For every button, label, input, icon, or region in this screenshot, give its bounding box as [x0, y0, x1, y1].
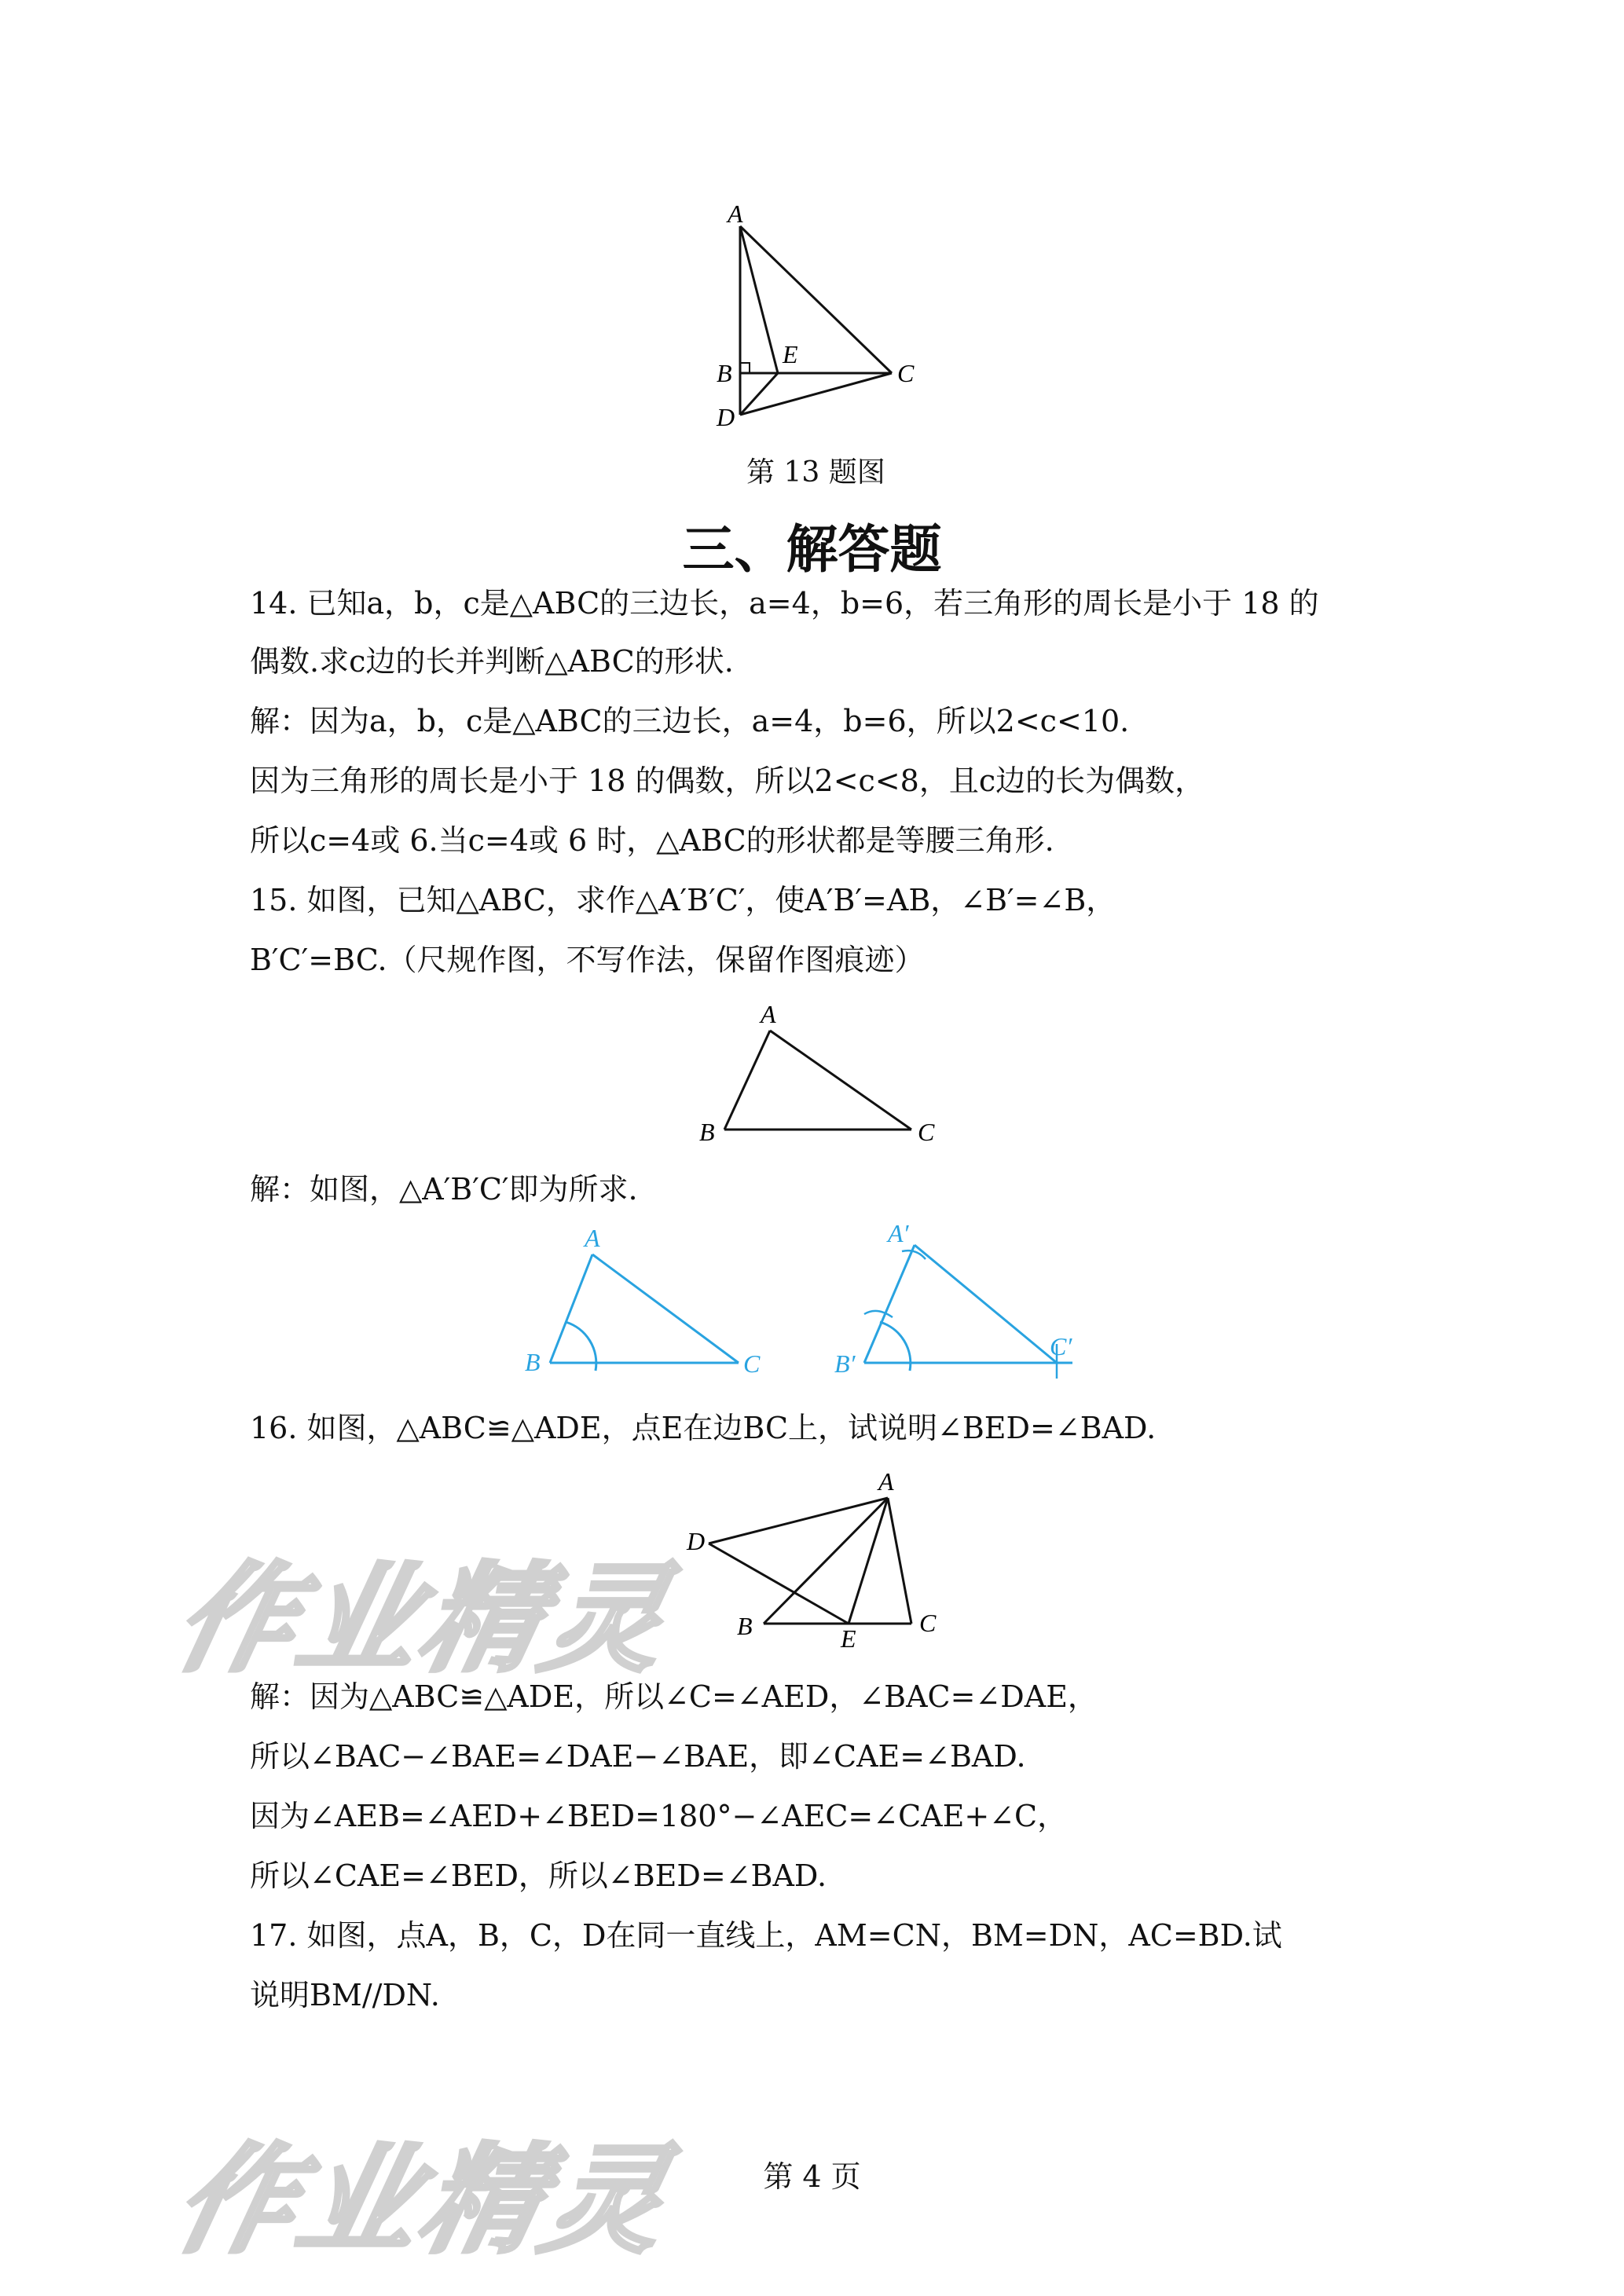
- figure-16: [676, 1457, 974, 1661]
- fig15-segment-AC: [770, 1031, 911, 1130]
- q16-line-1: 16. 如图，△ABC≌△ADE，点E在边BC上，试说明∠BED=∠BAD.: [250, 1411, 1157, 1445]
- fig16-label-B: B: [737, 1612, 753, 1640]
- sol-right-label-A: A′: [888, 1219, 909, 1247]
- sol-right-segment-AC: [915, 1245, 1057, 1363]
- fig15-segment-AB: [724, 1031, 770, 1130]
- watermark: 作业精灵: [163, 1551, 684, 1688]
- q16-solution-4: 所以∠CAE=∠BED，所以∠BED=∠BAD.: [250, 1858, 827, 1893]
- q17-line-1: 17. 如图，点A，B，C，D在同一直线上，AM=CN，BM=DN，AC=BD.试: [250, 1918, 1282, 1953]
- watermark-bottom: 作业精灵: [163, 2133, 684, 2269]
- fig13-right-angle-mark: [740, 363, 750, 373]
- fig13-label-A: A: [728, 200, 743, 228]
- sol-left-segment-AC: [592, 1254, 739, 1363]
- q14-solution-1: 解：因为a，b，c是△ABC的三边长，a=4，b=6，所以2<c<10.: [250, 704, 1130, 738]
- q15-line-1: 15. 如图，已知△ABC，求作△A′B′C′，使A′B′=AB，∠B′=∠B，: [250, 883, 1116, 917]
- fig16-label-C: C: [919, 1609, 937, 1637]
- fig13-caption: 第 13 题图: [746, 456, 885, 489]
- section-title: 三、解答题: [682, 519, 942, 580]
- sol-left-segment-AB: [550, 1254, 592, 1363]
- q14-solution-2: 因为三角形的周长是小于 18 的偶数，所以2<c<8，且c边的长为偶数，: [250, 764, 1205, 798]
- fig13-segment-AE: [740, 226, 778, 373]
- fig15-label-C: C: [918, 1118, 935, 1146]
- q14-line-1: 14. 已知a，b，c是△ABC的三边长，a=4，b=6，若三角形的周长是小于 18 的: [250, 586, 1319, 621]
- q14-line-2: 偶数.求c边的长并判断△ABC的形状.: [250, 644, 734, 679]
- sol-right-arc-mark-B: [864, 1311, 893, 1317]
- fig16-label-A: A: [878, 1467, 894, 1496]
- fig16-label-D: D: [687, 1527, 706, 1555]
- sol-left-label-A: A: [585, 1224, 600, 1252]
- fig16-segment-AD: [709, 1498, 888, 1543]
- sol-left-label-C: C: [743, 1349, 761, 1378]
- q14-solution-3: 所以c=4或 6.当c=4或 6 时，△ABC的形状都是等腰三角形.: [250, 823, 1054, 858]
- q17-line-2: 说明BM//DN.: [250, 1978, 440, 2012]
- fig15-label-A: A: [761, 1000, 776, 1028]
- fig13-label-E: E: [783, 340, 798, 368]
- fig13-label-C: C: [897, 359, 915, 387]
- fig15-label-B: B: [699, 1118, 715, 1146]
- q15-line-2: B′C′=BC.（尺规作图，不写作法，保留作图痕迹）: [250, 943, 925, 977]
- fig16-segment-DE: [709, 1543, 849, 1624]
- page-number: 第 4 页: [763, 2159, 861, 2194]
- fig13-segment-DC: [740, 373, 892, 415]
- figure-13: [699, 196, 935, 440]
- q16-solution-3: 因为∠AEB=∠AED+∠BED=180°−∠AEC=∠CAE+∠C，: [250, 1799, 1068, 1833]
- fig16-label-E: E: [841, 1624, 856, 1653]
- figure-15: [691, 998, 959, 1147]
- fig16-segment-AC: [888, 1498, 911, 1624]
- q16-solution-1: 解：因为△ABC≌△ADE，所以∠C=∠AED，∠BAC=∠DAE，: [250, 1679, 1098, 1714]
- q15-solution: 解：如图，△A′B′C′即为所求.: [250, 1172, 638, 1207]
- sol-left-label-B: B: [525, 1348, 541, 1376]
- sol-right-label-C: C′: [1050, 1332, 1072, 1360]
- sol-right-label-B: B′: [834, 1349, 856, 1378]
- q16-solution-2: 所以∠BAC−∠BAE=∠DAE−∠BAE，即∠CAE=∠BAD.: [250, 1739, 1026, 1774]
- fig13-label-B: B: [717, 359, 732, 387]
- fig13-label-D: D: [717, 403, 735, 431]
- figure-15-solution: [503, 1214, 1100, 1394]
- fig13-segment-AC: [740, 226, 892, 373]
